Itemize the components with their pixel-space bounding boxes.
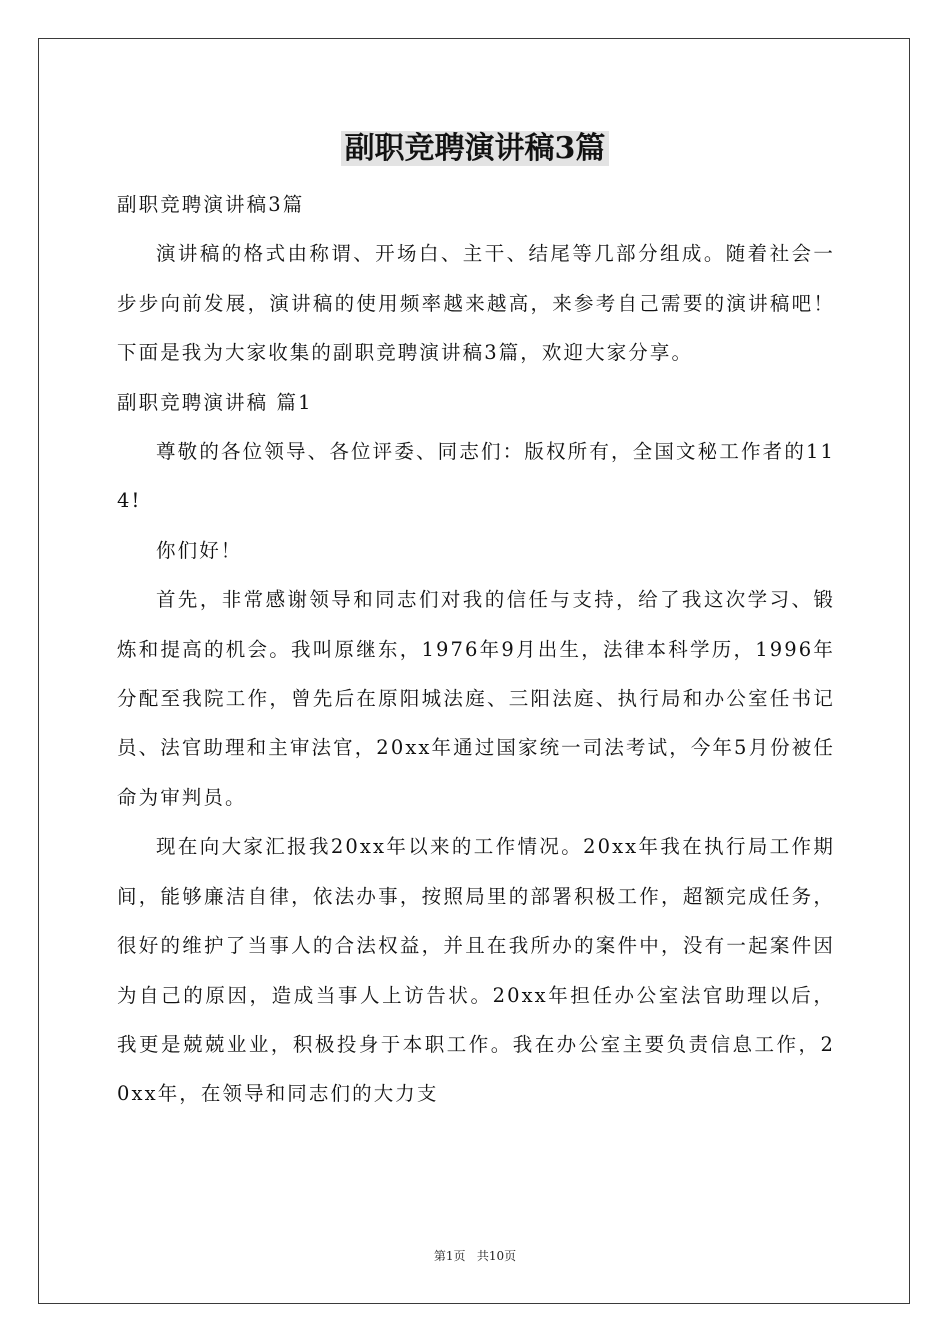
document-title bbox=[0, 128, 950, 170]
subtitle-paragraph: 副职竞聘演讲稿3篇 bbox=[117, 193, 305, 216]
document-title-text: 副职竞聘演讲稿3篇 bbox=[341, 131, 610, 166]
body-paragraph: 现在向大家汇报我20xx年以来的工作情况。20xx年我在执行局工作期间，能够廉洁自律，依法办事，按照局里的部署积极工作，超额完成任务，很好的维护了当事人的合法权益，并且在我所办的案件中，没有一起案件因为自己的原因，造成当事人上访告状。20xx年担任办公室法官助理以后，我更是兢兢业业，积极投身于本职工作。我在办公室主要负责信息工作，20xx年，在领导和同志们的大力支 bbox=[117, 835, 835, 1106]
salutation-paragraph: 尊敬的各位领导、各位评委、同志们：版权所有，全国文秘工作者的114! bbox=[117, 440, 835, 513]
section-heading: 副职竞聘演讲稿 篇1 bbox=[117, 390, 313, 414]
document-body bbox=[117, 180, 835, 1119]
greeting-paragraph: 你们好！ bbox=[156, 538, 243, 562]
intro-paragraph: 演讲稿的格式由称谓、开场白、主干、结尾等几部分组成。随着社会一步步向前发展，演讲稿的使用频率越来越高，来参考自己需要的演讲稿吧！下面是我为大家收集的副职竞聘演讲稿3篇，欢迎大家分享。 bbox=[117, 242, 835, 365]
page-footer: 第1页 共10页 bbox=[433, 1249, 517, 1263]
body-paragraph: 首先，非常感谢领导和同志们对我的信任与支持，给了我这次学习、锻炼和提高的机会。我叫原继东，1976年9月出生，法律本科学历，1996年分配至我院工作，曾先后在原阳城法庭、三阳法庭、执行局和办公室任书记员、法官助理和主审法官，20xx年通过国家统一司法考试，今年5月份被任命为审判员。 bbox=[117, 588, 835, 809]
